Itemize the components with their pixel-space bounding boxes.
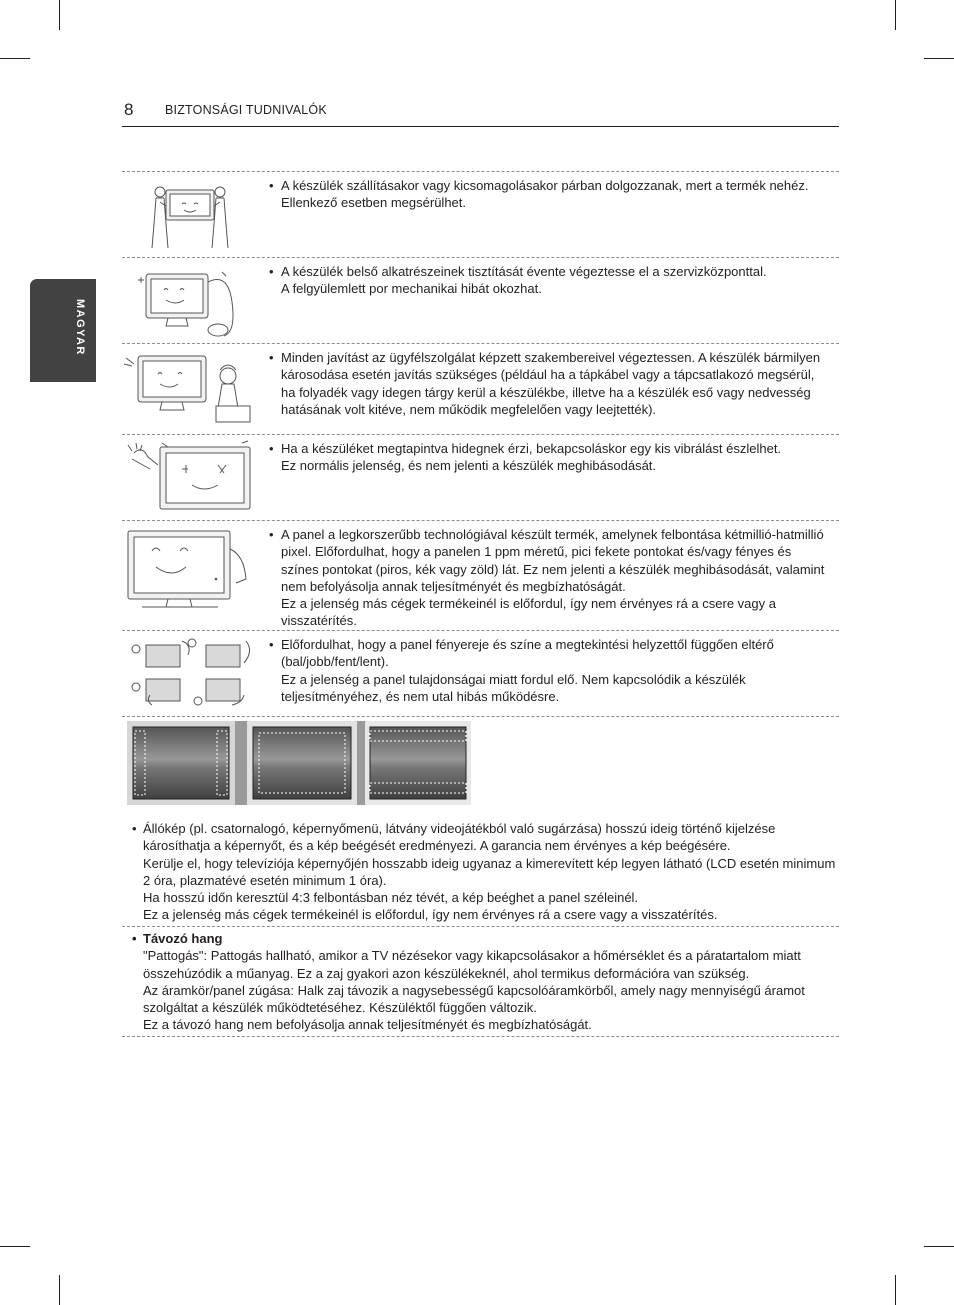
- list-item: [122, 343, 839, 435]
- note-text: "Pattogás": Pattogás hallható, amikor a TV nézésekor vagy kikapcsolásakor a hőmérséklet és a páratartalom miatt összehúzódik a műanyag. Ez a zaj gyakori azon készülékeknél, ahol termikus deformációra van szükség.: [143, 948, 801, 981]
- crop-mark: [924, 58, 954, 59]
- burn-in-illustration: [127, 721, 487, 811]
- note-text: Állókép (pl. csatornalogó, képernyőmenü, látvány videojátékból való sugárzása) hosszú ideig történő kijelzése károsíthatja a képernyőt, és a kép beégését eredményezi. A garancia nem érvényes a kép beégésére.: [143, 821, 776, 854]
- bullet-glyph: •: [269, 178, 274, 193]
- item-text: A készülék szállításakor vagy kicsomagolásakor párban dolgozzanak, mert a termék nehéz.: [281, 178, 809, 193]
- bullet-glyph: •: [132, 931, 137, 946]
- item-text: Ez a jelenség más cégek termékeinél is előfordul, így nem érvényes rá a csere vagy a visszatérítés.: [281, 596, 776, 629]
- crop-mark: [0, 58, 30, 59]
- bullet-glyph: •: [269, 441, 274, 456]
- item-text: A panel a legkorszerűbb technológiával készült termék, amelynek felbontása kétmillió-hatmillió pixel. Előfordulhat, hogy a panelen 1 ppm méretű, pici fekete pontokat és/vagy fényes és színes pontokat (piros, kék vagy zöld) lát. Ez nem jelenti a készülék meghibásodását, valamint nem befolyásolja annak teljesítményét és megbízhatóságát.: [281, 527, 825, 594]
- language-tab: [30, 279, 96, 382]
- viewing-angle-illustration: [122, 635, 262, 713]
- note-text: Ha hosszú időn keresztül 4:3 felbontásban néz tévét, a kép beéghet a panel széleinél.: [143, 890, 639, 906]
- note-text: Ez a jelenség más cégek termékeinél is előfordul, így nem érvényes rá a csere vagy a visszatérítés.: [143, 907, 718, 923]
- list-item: [122, 257, 839, 344]
- noise-note: [122, 930, 839, 1034]
- item-text: A készülék belső alkatrészeinek tisztítását évente végeztesse el a szervizközponttal.: [281, 264, 767, 279]
- page-header: [122, 98, 839, 127]
- item-text: Ha a készüléket megtapintva hidegnek érzi, bekapcsoláskor egy kis vibrálást észlelhet.: [281, 441, 782, 456]
- bullet-glyph: •: [269, 264, 274, 279]
- crop-mark: [59, 1275, 60, 1305]
- item-text: Ellenkező esetben megsérülhet.: [281, 195, 467, 211]
- panel-pixels-illustration: [122, 525, 262, 617]
- crop-mark: [895, 1275, 896, 1305]
- crop-mark: [0, 1246, 30, 1247]
- item-text: Előfordulhat, hogy a panel fényereje és színe a megtekintési helyzettől függően eltérő (bal/jobb/fent/lent).: [281, 637, 774, 670]
- item-text: Ez a jelenség a panel tulajdonságai miatt fordul elő. Nem kapcsolódik a készülék teljesítményéhez, és nem utal hibás működésre.: [281, 671, 746, 704]
- crop-mark: [895, 0, 896, 30]
- note-text: Kerülje el, hogy televíziója képernyőjén hosszabb ideig ugyanaz a kimerevített kép legyen látható (LCD esetén minimum 2 óra, plazmatévé esetén minimum 1 óra).: [143, 855, 836, 888]
- item-text: Ez normális jelenség, és nem jelenti a készülék meghibásodását.: [281, 458, 657, 474]
- bullet-glyph: •: [269, 350, 274, 365]
- language-tab-label: MAGYAR: [74, 299, 86, 356]
- bullet-glyph: •: [269, 637, 274, 652]
- list-item: [122, 434, 839, 521]
- bullet-glyph: •: [132, 821, 137, 836]
- bullet-glyph: •: [269, 527, 274, 542]
- divider: [122, 1036, 839, 1037]
- note-text: Az áramkör/panel zúgása: Halk zaj távozik a nagysebességű kapcsolóáramkörből, amely nagy mennyiségű áramot szolgáltat a készülék működtetéséhez. Készüléktől függően változik.: [143, 982, 805, 1016]
- list-item: [122, 630, 839, 717]
- cold-tv-illustration: [122, 439, 262, 519]
- item-text: A felgyülemlett por mechanikai hibát okozhat.: [281, 281, 542, 297]
- list-item: [122, 171, 839, 258]
- section-title: BIZTONSÁGI TUDNIVALÓK: [165, 103, 327, 117]
- noise-heading: Távozó hang: [143, 931, 223, 946]
- still-image-note: [122, 820, 839, 924]
- burn-in-photos: [122, 716, 839, 717]
- page-number: 8: [124, 100, 134, 119]
- item-text: Minden javítást az ügyfélszolgálat képzett szakembereivel végeztessen. A készülék bármilyen károsodása esetén javítás szükséges (például ha a tápkábel vagy a tápcsatlakozó megsérül, ha folyadék vagy idegen tárgy kerül a készülékbe, illetve ha a készülék eső vagy nedvesség hatásának volt kitéve, nem működik megfelelően vagy leejtették).: [281, 350, 821, 417]
- note-text: Ez a távozó hang nem befolyásolja annak teljesítményét és megbízhatóságát.: [143, 1017, 592, 1033]
- crop-mark: [924, 1246, 954, 1247]
- tv-cleaning-illustration: [122, 262, 262, 342]
- tv-technician-illustration: [122, 348, 262, 430]
- carrying-tv-illustration: [122, 176, 262, 256]
- crop-mark: [59, 0, 60, 30]
- list-item: [122, 520, 839, 631]
- divider: [122, 926, 839, 927]
